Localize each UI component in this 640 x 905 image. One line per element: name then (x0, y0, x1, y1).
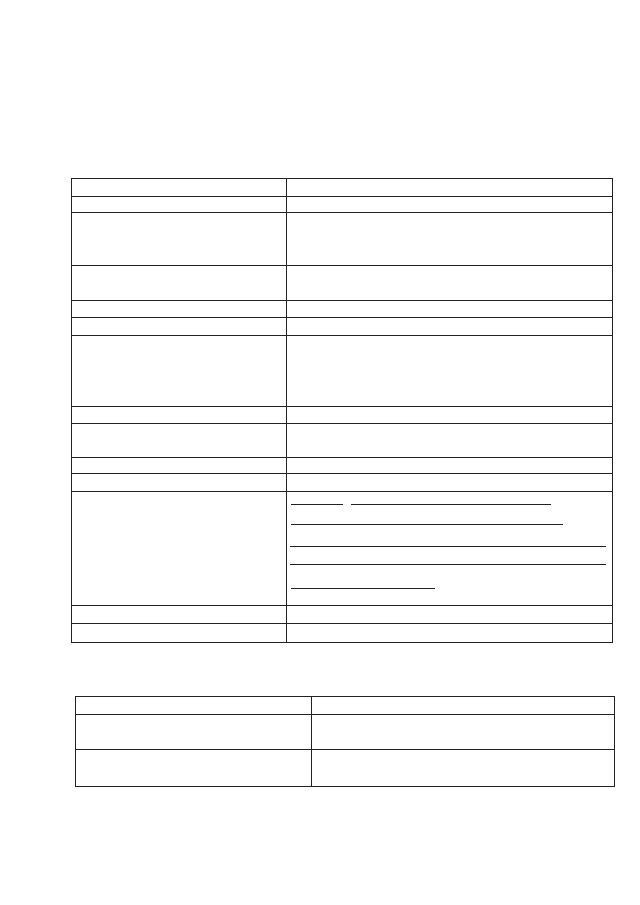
fio-label (72, 179, 287, 197)
work-name-label (76, 715, 312, 750)
degree-label (72, 318, 287, 336)
participant-info-table (71, 178, 613, 643)
inn-value-cell[interactable] (287, 458, 613, 474)
nomination-row (76, 697, 615, 715)
phone-label (72, 606, 287, 624)
work-info-table (75, 696, 615, 787)
postal-address-label (72, 266, 287, 301)
passport-series-field[interactable] (291, 493, 343, 505)
publications-count-label (72, 336, 287, 407)
publications-count-row (72, 336, 613, 407)
contribution-label (76, 750, 312, 787)
passport-issued-field-3[interactable] (290, 547, 606, 565)
position-label (72, 301, 287, 318)
degree-row (72, 318, 613, 336)
registration-address-value-cell[interactable] (287, 407, 613, 424)
passport-issued-field[interactable] (291, 513, 563, 525)
passport-row (72, 492, 613, 606)
institution-name-row (72, 213, 613, 266)
email-label (72, 624, 287, 643)
fio-value-cell[interactable] (287, 179, 613, 197)
passport-label (72, 492, 287, 606)
phone-row (72, 606, 613, 624)
registration-address-row (72, 407, 613, 424)
passport-day-field[interactable] (291, 577, 313, 589)
work-name-value-cell[interactable] (311, 715, 614, 750)
actual-address-value-cell[interactable] (287, 424, 613, 458)
snils-value-cell[interactable] (287, 474, 613, 492)
birth-date-label (72, 197, 287, 213)
fio-row (72, 179, 613, 197)
snils-label (72, 474, 287, 492)
birth-date-row (72, 197, 613, 213)
degree-value-cell[interactable] (287, 318, 613, 336)
inn-label (72, 458, 287, 474)
passport-value-cell[interactable] (287, 492, 613, 606)
institution-name-value-cell[interactable] (287, 213, 613, 266)
nomination-label (76, 697, 312, 715)
birth-date-value-cell[interactable] (287, 197, 613, 213)
postal-address-value-cell[interactable] (287, 266, 613, 301)
institution-name-label (72, 213, 287, 266)
actual-address-label (72, 424, 287, 458)
position-value-cell[interactable] (287, 301, 613, 318)
inn-row (72, 458, 613, 474)
contribution-row (76, 750, 615, 787)
position-row (72, 301, 613, 318)
email-row (72, 624, 613, 643)
snils-row (72, 474, 613, 492)
passport-date-line (289, 565, 610, 593)
registration-address-label (72, 407, 287, 424)
passport-series-line (289, 492, 610, 509)
work-name-row (76, 715, 615, 750)
publications-count-value-cell[interactable] (287, 336, 613, 407)
nomination-value-cell[interactable] (311, 697, 614, 715)
passport-issued-line (289, 509, 610, 529)
email-value-cell[interactable] (287, 624, 613, 643)
passport-issued-field-2[interactable] (290, 529, 606, 547)
phone-value-cell[interactable] (287, 606, 613, 624)
contribution-value-cell[interactable] (311, 750, 614, 787)
actual-address-row (72, 424, 613, 458)
passport-month-field[interactable] (313, 577, 435, 589)
postal-address-row (72, 266, 613, 301)
passport-number-field[interactable] (351, 493, 551, 505)
